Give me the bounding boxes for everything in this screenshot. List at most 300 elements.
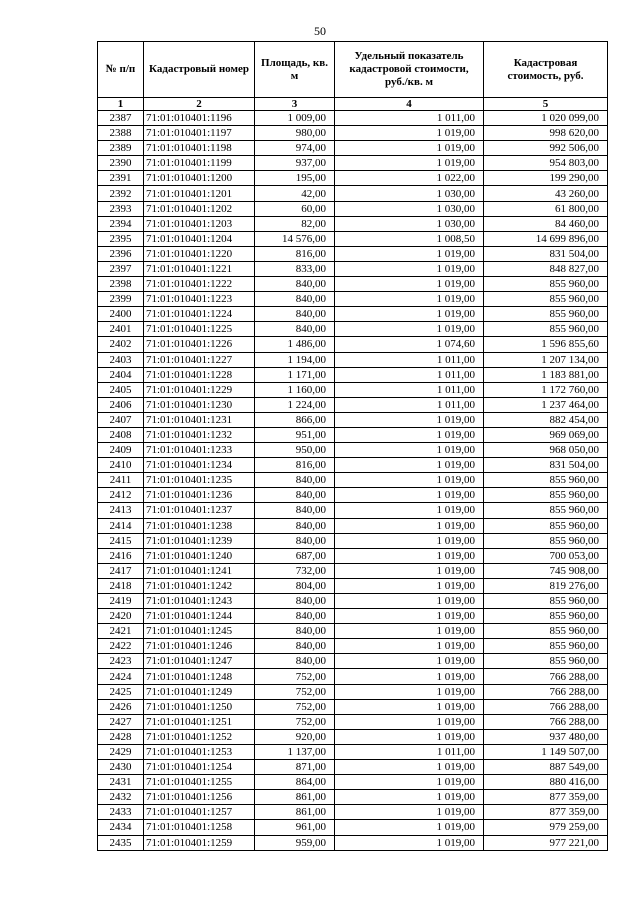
unit-value: 1 030,00 [335, 186, 484, 201]
row-number: 2405 [98, 382, 144, 397]
table-row [98, 488, 608, 503]
table-row [98, 337, 608, 352]
area: 861,00 [255, 790, 335, 805]
cadastral-number: 71:01:010401:1225 [144, 322, 255, 337]
unit-value: 1 019,00 [335, 669, 484, 684]
table-row [98, 261, 608, 276]
area: 840,00 [255, 609, 335, 624]
unit-value: 1 011,00 [335, 111, 484, 126]
unit-value: 1 019,00 [335, 639, 484, 654]
cadastral-value: 1 596 855,60 [484, 337, 608, 352]
cadastral-value: 882 454,00 [484, 412, 608, 427]
area: 1 160,00 [255, 382, 335, 397]
area: 840,00 [255, 277, 335, 292]
cadastral-number: 71:01:010401:1246 [144, 639, 255, 654]
cadastral-number: 71:01:010401:1234 [144, 458, 255, 473]
cadastral-number: 71:01:010401:1245 [144, 624, 255, 639]
table-row [98, 458, 608, 473]
table-row [98, 669, 608, 684]
unit-value: 1 019,00 [335, 820, 484, 835]
cadastral-value: 1 149 507,00 [484, 744, 608, 759]
unit-value: 1 019,00 [335, 412, 484, 427]
table-row [98, 729, 608, 744]
table-row [98, 714, 608, 729]
unit-value: 1 019,00 [335, 654, 484, 669]
row-number: 2417 [98, 563, 144, 578]
table-row [98, 473, 608, 488]
cadastral-number: 71:01:010401:1228 [144, 367, 255, 382]
table-row [98, 186, 608, 201]
unit-value: 1 011,00 [335, 397, 484, 412]
row-number: 2403 [98, 352, 144, 367]
area: 687,00 [255, 548, 335, 563]
table-row [98, 171, 608, 186]
cadastral-number: 71:01:010401:1222 [144, 277, 255, 292]
row-number: 2419 [98, 594, 144, 609]
table-row [98, 790, 608, 805]
table-row [98, 654, 608, 669]
row-number: 2422 [98, 639, 144, 654]
unit-value: 1 019,00 [335, 548, 484, 563]
row-number: 2435 [98, 835, 144, 850]
area: 961,00 [255, 820, 335, 835]
table-row [98, 578, 608, 593]
cadastral-value: 855 960,00 [484, 307, 608, 322]
table-row [98, 322, 608, 337]
cadastral-number: 71:01:010401:1254 [144, 760, 255, 775]
cadastral-value: 831 504,00 [484, 246, 608, 261]
row-number: 2392 [98, 186, 144, 201]
column-number: 4 [335, 98, 484, 111]
row-number: 2406 [98, 397, 144, 412]
table-row [98, 699, 608, 714]
cadastral-value: 979 259,00 [484, 820, 608, 835]
table-row [98, 624, 608, 639]
cadastral-number: 71:01:010401:1240 [144, 548, 255, 563]
row-number: 2428 [98, 729, 144, 744]
cadastral-number: 71:01:010401:1231 [144, 412, 255, 427]
table-row [98, 594, 608, 609]
cadastral-value: 855 960,00 [484, 488, 608, 503]
table-body [98, 111, 608, 851]
column-number: 3 [255, 98, 335, 111]
row-number: 2430 [98, 760, 144, 775]
cadastral-number: 71:01:010401:1220 [144, 246, 255, 261]
row-number: 2415 [98, 533, 144, 548]
cadastral-number: 71:01:010401:1196 [144, 111, 255, 126]
area: 974,00 [255, 141, 335, 156]
cadastral-number: 71:01:010401:1237 [144, 503, 255, 518]
table-row [98, 277, 608, 292]
unit-value: 1 019,00 [335, 684, 484, 699]
table-row [98, 246, 608, 261]
cadastral-value: 880 416,00 [484, 775, 608, 790]
cadastral-value: 855 960,00 [484, 533, 608, 548]
cadastral-value: 1 020 099,00 [484, 111, 608, 126]
unit-value: 1 019,00 [335, 729, 484, 744]
area: 82,00 [255, 216, 335, 231]
table-row [98, 744, 608, 759]
area: 1 194,00 [255, 352, 335, 367]
cadastral-number: 71:01:010401:1253 [144, 744, 255, 759]
row-number: 2410 [98, 458, 144, 473]
cadastral-number: 71:01:010401:1230 [144, 397, 255, 412]
table-row [98, 201, 608, 216]
cadastral-number: 71:01:010401:1241 [144, 563, 255, 578]
column-number-row [98, 98, 608, 111]
area: 816,00 [255, 246, 335, 261]
cadastral-value: 1 207 134,00 [484, 352, 608, 367]
cadastral-number: 71:01:010401:1247 [144, 654, 255, 669]
area: 950,00 [255, 443, 335, 458]
cadastral-number: 71:01:010401:1239 [144, 533, 255, 548]
row-number: 2427 [98, 714, 144, 729]
table-row [98, 292, 608, 307]
cadastral-value: 43 260,00 [484, 186, 608, 201]
row-number: 2421 [98, 624, 144, 639]
row-number: 2409 [98, 443, 144, 458]
area: 1 224,00 [255, 397, 335, 412]
cadastral-value: 977 221,00 [484, 835, 608, 850]
row-number: 2401 [98, 322, 144, 337]
row-number: 2433 [98, 805, 144, 820]
table-row [98, 820, 608, 835]
table-row [98, 216, 608, 231]
unit-value: 1 019,00 [335, 141, 484, 156]
table-row [98, 141, 608, 156]
row-number: 2426 [98, 699, 144, 714]
table-row [98, 412, 608, 427]
page-number: 50 [314, 24, 326, 38]
cadastral-number: 71:01:010401:1252 [144, 729, 255, 744]
row-number: 2391 [98, 171, 144, 186]
cadastral-number: 71:01:010401:1236 [144, 488, 255, 503]
cadastral-number: 71:01:010401:1249 [144, 684, 255, 699]
row-number: 2388 [98, 126, 144, 141]
table-row [98, 760, 608, 775]
row-number: 2398 [98, 277, 144, 292]
cadastral-number: 71:01:010401:1227 [144, 352, 255, 367]
table-row [98, 397, 608, 412]
table-row [98, 231, 608, 246]
cadastral-value: 855 960,00 [484, 594, 608, 609]
row-number: 2418 [98, 578, 144, 593]
unit-value: 1 030,00 [335, 216, 484, 231]
table-row [98, 307, 608, 322]
row-number: 2412 [98, 488, 144, 503]
unit-value: 1 019,00 [335, 563, 484, 578]
row-number: 2434 [98, 820, 144, 835]
cadastral-value: 848 827,00 [484, 261, 608, 276]
area: 920,00 [255, 729, 335, 744]
cadastral-value: 855 960,00 [484, 277, 608, 292]
row-number: 2407 [98, 412, 144, 427]
cadastral-number: 71:01:010401:1226 [144, 337, 255, 352]
unit-value: 1 030,00 [335, 201, 484, 216]
table-row [98, 518, 608, 533]
area: 951,00 [255, 427, 335, 442]
cadastral-value: 855 960,00 [484, 609, 608, 624]
cadastral-value: 855 960,00 [484, 624, 608, 639]
cadastral-number: 71:01:010401:1250 [144, 699, 255, 714]
row-number: 2423 [98, 654, 144, 669]
table-row [98, 805, 608, 820]
cadastral-number: 71:01:010401:1259 [144, 835, 255, 850]
cadastral-number: 71:01:010401:1257 [144, 805, 255, 820]
table-row [98, 609, 608, 624]
cadastral-value: 1 237 464,00 [484, 397, 608, 412]
row-number: 2432 [98, 790, 144, 805]
cadastral-value: 877 359,00 [484, 805, 608, 820]
cadastral-number: 71:01:010401:1198 [144, 141, 255, 156]
row-number: 2431 [98, 775, 144, 790]
cadastral-value: 855 960,00 [484, 639, 608, 654]
table-row [98, 563, 608, 578]
cadastral-number: 71:01:010401:1229 [144, 382, 255, 397]
area: 840,00 [255, 307, 335, 322]
area: 840,00 [255, 654, 335, 669]
cadastral-number: 71:01:010401:1223 [144, 292, 255, 307]
cadastral-number: 71:01:010401:1224 [144, 307, 255, 322]
area: 833,00 [255, 261, 335, 276]
unit-value: 1 019,00 [335, 518, 484, 533]
unit-value: 1 019,00 [335, 790, 484, 805]
unit-value: 1 019,00 [335, 699, 484, 714]
area: 752,00 [255, 684, 335, 699]
area: 871,00 [255, 760, 335, 775]
unit-value: 1 019,00 [335, 246, 484, 261]
row-number: 2395 [98, 231, 144, 246]
unit-value: 1 011,00 [335, 367, 484, 382]
cadastral-value: 998 620,00 [484, 126, 608, 141]
table-row [98, 427, 608, 442]
cadastral-number: 71:01:010401:1203 [144, 216, 255, 231]
cadastral-table [97, 41, 608, 851]
cadastral-value: 199 290,00 [484, 171, 608, 186]
cadastral-value: 766 288,00 [484, 684, 608, 699]
area: 840,00 [255, 473, 335, 488]
unit-value: 1 019,00 [335, 714, 484, 729]
table-row [98, 548, 608, 563]
cadastral-value: 745 908,00 [484, 563, 608, 578]
cadastral-value: 61 800,00 [484, 201, 608, 216]
cadastral-value: 14 699 896,00 [484, 231, 608, 246]
cadastral-value: 766 288,00 [484, 714, 608, 729]
area: 732,00 [255, 563, 335, 578]
unit-value: 1 019,00 [335, 473, 484, 488]
cadastral-number: 71:01:010401:1238 [144, 518, 255, 533]
unit-value: 1 019,00 [335, 261, 484, 276]
table-row [98, 639, 608, 654]
cadastral-value: 937 480,00 [484, 729, 608, 744]
area: 752,00 [255, 669, 335, 684]
cadastral-number: 71:01:010401:1199 [144, 156, 255, 171]
row-number: 2400 [98, 307, 144, 322]
unit-value: 1 019,00 [335, 805, 484, 820]
header-no: № п/п [98, 42, 144, 98]
cadastral-number: 71:01:010401:1258 [144, 820, 255, 835]
unit-value: 1 011,00 [335, 744, 484, 759]
unit-value: 1 019,00 [335, 533, 484, 548]
unit-value: 1 019,00 [335, 307, 484, 322]
table-row [98, 533, 608, 548]
cadastral-value: 1 172 760,00 [484, 382, 608, 397]
table-row [98, 352, 608, 367]
cadastral-value: 887 549,00 [484, 760, 608, 775]
header-area: Площадь, кв. м [255, 42, 335, 98]
area: 980,00 [255, 126, 335, 141]
unit-value: 1 019,00 [335, 624, 484, 639]
table-row [98, 126, 608, 141]
row-number: 2414 [98, 518, 144, 533]
area: 840,00 [255, 488, 335, 503]
row-number: 2408 [98, 427, 144, 442]
area: 959,00 [255, 835, 335, 850]
area: 1 009,00 [255, 111, 335, 126]
table-row [98, 503, 608, 518]
table-row [98, 111, 608, 126]
row-number: 2413 [98, 503, 144, 518]
area: 1 137,00 [255, 744, 335, 759]
area: 840,00 [255, 594, 335, 609]
cadastral-number: 71:01:010401:1242 [144, 578, 255, 593]
area: 840,00 [255, 503, 335, 518]
column-number: 2 [144, 98, 255, 111]
area: 816,00 [255, 458, 335, 473]
unit-value: 1 019,00 [335, 488, 484, 503]
unit-value: 1 074,60 [335, 337, 484, 352]
table-row [98, 684, 608, 699]
header-cadastral-value: Кадастровая стоимость, руб. [484, 42, 608, 98]
unit-value: 1 011,00 [335, 352, 484, 367]
area: 1 486,00 [255, 337, 335, 352]
row-number: 2402 [98, 337, 144, 352]
cadastral-value: 766 288,00 [484, 669, 608, 684]
row-number: 2424 [98, 669, 144, 684]
cadastral-value: 968 050,00 [484, 443, 608, 458]
table-row [98, 156, 608, 171]
unit-value: 1 022,00 [335, 171, 484, 186]
column-number: 5 [484, 98, 608, 111]
row-number: 2394 [98, 216, 144, 231]
table-row [98, 775, 608, 790]
row-number: 2411 [98, 473, 144, 488]
cadastral-value: 819 276,00 [484, 578, 608, 593]
cadastral-number: 71:01:010401:1235 [144, 473, 255, 488]
unit-value: 1 019,00 [335, 292, 484, 307]
cadastral-value: 855 960,00 [484, 518, 608, 533]
cadastral-value: 969 069,00 [484, 427, 608, 442]
row-number: 2404 [98, 367, 144, 382]
area: 840,00 [255, 322, 335, 337]
cadastral-value: 831 504,00 [484, 458, 608, 473]
cadastral-number: 71:01:010401:1202 [144, 201, 255, 216]
row-number: 2387 [98, 111, 144, 126]
header-unit-value: Удельный показатель кадастровой стоимости, руб./кв. м [335, 42, 484, 98]
cadastral-number: 71:01:010401:1248 [144, 669, 255, 684]
area: 42,00 [255, 186, 335, 201]
unit-value: 1 019,00 [335, 775, 484, 790]
cadastral-value: 1 183 881,00 [484, 367, 608, 382]
cadastral-number: 71:01:010401:1256 [144, 790, 255, 805]
cadastral-number: 71:01:010401:1200 [144, 171, 255, 186]
area: 60,00 [255, 201, 335, 216]
area: 1 171,00 [255, 367, 335, 382]
cadastral-value: 877 359,00 [484, 790, 608, 805]
cadastral-number: 71:01:010401:1251 [144, 714, 255, 729]
area: 14 576,00 [255, 231, 335, 246]
header-cadastral-number: Кадастровый номер [144, 42, 255, 98]
row-number: 2393 [98, 201, 144, 216]
unit-value: 1 019,00 [335, 609, 484, 624]
area: 804,00 [255, 578, 335, 593]
unit-value: 1 019,00 [335, 322, 484, 337]
cadastral-value: 855 960,00 [484, 473, 608, 488]
row-number: 2420 [98, 609, 144, 624]
cadastral-value: 992 506,00 [484, 141, 608, 156]
cadastral-value: 855 960,00 [484, 322, 608, 337]
cadastral-value: 855 960,00 [484, 503, 608, 518]
area: 866,00 [255, 412, 335, 427]
unit-value: 1 008,50 [335, 231, 484, 246]
area: 937,00 [255, 156, 335, 171]
unit-value: 1 019,00 [335, 594, 484, 609]
row-number: 2399 [98, 292, 144, 307]
cadastral-value: 700 053,00 [484, 548, 608, 563]
row-number: 2396 [98, 246, 144, 261]
cadastral-number: 71:01:010401:1232 [144, 427, 255, 442]
area: 752,00 [255, 714, 335, 729]
cadastral-value: 954 803,00 [484, 156, 608, 171]
cadastral-value: 766 288,00 [484, 699, 608, 714]
area: 861,00 [255, 805, 335, 820]
row-number: 2429 [98, 744, 144, 759]
cadastral-value: 855 960,00 [484, 654, 608, 669]
table-row [98, 367, 608, 382]
area: 840,00 [255, 533, 335, 548]
area: 840,00 [255, 518, 335, 533]
row-number: 2390 [98, 156, 144, 171]
unit-value: 1 019,00 [335, 126, 484, 141]
area: 840,00 [255, 624, 335, 639]
unit-value: 1 019,00 [335, 156, 484, 171]
table-row [98, 835, 608, 850]
table-row [98, 443, 608, 458]
area: 864,00 [255, 775, 335, 790]
cadastral-value: 84 460,00 [484, 216, 608, 231]
unit-value: 1 019,00 [335, 503, 484, 518]
unit-value: 1 019,00 [335, 578, 484, 593]
cadastral-number: 71:01:010401:1233 [144, 443, 255, 458]
cadastral-number: 71:01:010401:1204 [144, 231, 255, 246]
unit-value: 1 019,00 [335, 835, 484, 850]
cadastral-value: 855 960,00 [484, 292, 608, 307]
unit-value: 1 019,00 [335, 277, 484, 292]
cadastral-number: 71:01:010401:1197 [144, 126, 255, 141]
area: 195,00 [255, 171, 335, 186]
row-number: 2389 [98, 141, 144, 156]
area: 752,00 [255, 699, 335, 714]
cadastral-number: 71:01:010401:1255 [144, 775, 255, 790]
cadastral-number: 71:01:010401:1244 [144, 609, 255, 624]
cadastral-number: 71:01:010401:1201 [144, 186, 255, 201]
table-row [98, 382, 608, 397]
header-row [98, 42, 608, 98]
cadastral-number: 71:01:010401:1243 [144, 594, 255, 609]
unit-value: 1 019,00 [335, 458, 484, 473]
unit-value: 1 011,00 [335, 382, 484, 397]
unit-value: 1 019,00 [335, 760, 484, 775]
